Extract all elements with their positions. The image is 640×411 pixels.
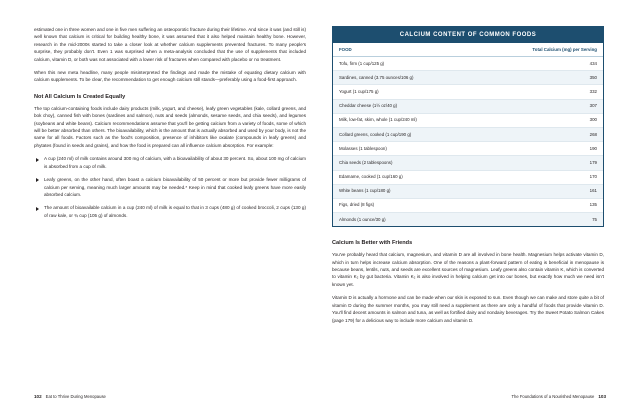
cell-food: Tofu, firm (1 cup/125 g) xyxy=(333,57,479,71)
cell-calcium: 161 xyxy=(479,184,603,198)
table-row xyxy=(333,57,603,71)
triangle-bullet-icon xyxy=(36,207,39,211)
cell-calcium: 75 xyxy=(479,213,603,227)
page-number-right: 103 xyxy=(598,394,606,399)
cell-food: Almonds (1 ounce/30 g) xyxy=(333,213,479,227)
cell-food: Sardines, canned (3.75 ounces/106 g) xyxy=(333,71,479,85)
cell-calcium: 190 xyxy=(479,142,603,156)
triangle-bullet-icon xyxy=(36,158,39,162)
cell-food: Cheddar cheese (1½ oz/40 g) xyxy=(333,99,479,113)
table-row xyxy=(333,213,603,227)
cell-food: Collard greens, cooked (1 cup/190 g) xyxy=(333,127,479,141)
running-head-left: Eat to Thrive During Menopause xyxy=(45,394,106,399)
table-row xyxy=(333,85,603,99)
bullet-list xyxy=(34,155,306,219)
cell-food: Chia seeds (2 tablespoons) xyxy=(333,156,479,170)
cell-calcium: 307 xyxy=(479,99,603,113)
cell-calcium: 135 xyxy=(479,198,603,212)
table-row xyxy=(333,156,603,170)
list-item-text: Leafy greens, on the other hand, often boast a calcium bioavailability of 50 percent or more but provide fewer milligrams of calcium per serving, meaning much larger amounts may be needed.* Keep in mind that cooked leafy greens have more easily absorbed calcium. xyxy=(44,177,306,197)
table-body xyxy=(333,57,603,227)
list-item-text: A cup (240 ml) of milk contains around 300 mg of calcium, with a bioavailability of about 30 percent. So, about 100 mg of calcium is absorbed from a cup of milk. xyxy=(44,156,306,169)
page-footer xyxy=(34,389,606,399)
column-header-calcium: Total Calcium (mg) per Serving xyxy=(479,43,603,57)
cell-calcium: 350 xyxy=(479,71,603,85)
paragraph-misinterpretation: When this new meta headline, many people misinterpreted the findings and made the mistake of equating dietary calcium with calcium supplements. To be clear, the recommendation to get enough calcium still stands—preferably using a food-first approach. xyxy=(34,70,306,83)
running-head-right: The Foundations of a Nourished Menopause xyxy=(511,394,595,399)
table-row xyxy=(333,127,603,141)
table xyxy=(333,43,603,226)
paragraph-intro: estimated one in three women and one in five men suffering an osteoporotic fracture during their lifetime. And since it was (and still is) well known that calcium is critical for building healthy bone, it was assumed that it also helped maintain healthy bone. However, research in the mid-2000s started to take a closer look at whether calcium supplements prevented fractures. To many people's surprise, they probably don't. Even 1 was surprised when a meta-analysis concluded that the use of supplements that included calcium, vitamin D, or both was not associated with a lower risk of fractures when compared with placebo or no treatment. xyxy=(34,27,306,62)
table-title: CALCIUM CONTENT OF COMMON FOODS xyxy=(333,27,603,43)
table-row xyxy=(333,99,603,113)
list-item xyxy=(34,155,306,170)
cell-food: Yogurt (1 cup/175 g) xyxy=(333,85,479,99)
table-row xyxy=(333,198,603,212)
paragraph-magnesium-vitd: You've probably heard that calcium, magnesium, and vitamin D are all involved in bone health. Magnesium helps activate vitamin D, which in turn helps increase calcium absorption. One of the reasons a plant-forward pattern of eating is beneficial in menopause is because beans, lentils, nuts, and seeds are excellent sources of magnesium. Leafy greens also contain vitamin K, which is converted to vitamin K₂ by gut bacteria. Vitamin K₂ is also involved in helping calcium get into our bones, but exactly how much we need isn't known yet. xyxy=(332,252,604,287)
table-header-row xyxy=(333,43,603,57)
right-folio xyxy=(511,394,606,399)
right-page-column xyxy=(332,26,604,374)
cell-food: Edamame, cooked (1 cup/160 g) xyxy=(333,170,479,184)
cell-calcium: 434 xyxy=(479,57,603,71)
cell-calcium: 268 xyxy=(479,127,603,141)
cell-calcium: 170 xyxy=(479,170,603,184)
cell-food: Figs, dried (8 figs) xyxy=(333,198,479,212)
list-item xyxy=(34,176,306,198)
column-header-food: FOOD xyxy=(333,43,479,57)
table-row xyxy=(333,142,603,156)
left-folio xyxy=(34,394,106,399)
paragraph-calcium-foods: The top calcium-containing foods include dairy products (milk, yogurt, and cheese), leafy green vegetables (kale, collard greens, and bok choy), canned fish with bones (sardines and salmon), nuts and seeds (almonds, sesame seeds, and chia seeds), and legumes (soybeans and white beans). Calcium recommendations assume that you'll be getting calcium from a variety of foods, some of which will be better absorbed than others. The bioavailability, which is the amount that is actually absorbed and used by your body, is not the same for all foods. Factors such as the food's composition, presence of inhibitors like oxalate (compounds in leafy greens) and phytates (found in seeds and grains), and how the food is prepared can all influence calcium absorption. For example: xyxy=(34,105,306,148)
heading-calcium-friends: Calcium Is Better with Friends xyxy=(332,240,413,247)
cell-calcium: 332 xyxy=(479,85,603,99)
calcium-content-table xyxy=(332,26,604,227)
heading-not-all-calcium: Not All Calcium Is Created Equally xyxy=(34,93,126,100)
cell-food: White beans (1 cup/180 g) xyxy=(333,184,479,198)
two-page-spread xyxy=(34,26,606,374)
table-row xyxy=(333,170,603,184)
cell-calcium: 179 xyxy=(479,156,603,170)
table-row xyxy=(333,71,603,85)
list-item xyxy=(34,204,306,219)
cell-food: Milk, low-fat, skim, whole (1 cup/240 ml) xyxy=(333,113,479,127)
cell-calcium: 300 xyxy=(479,113,603,127)
left-page-column xyxy=(34,26,306,374)
paragraph-vitamin-d: Vitamin D is actually a hormone and can be made when our skin is exposed to sun. Even though we can make and store quite a bit of vitamin D during the summer months, you may still need a supplement as there are only a handful of foods that provide vitamin D. You'll find decent amounts in salmon and tuna, as well as fortified dairy and nondairy beverages. Try the Sweet Potato Salmon Cakes (page 179) for a delicious way to include more calcium and vitamin D. xyxy=(332,295,604,323)
triangle-bullet-icon xyxy=(36,178,39,182)
table-row xyxy=(333,113,603,127)
table-row xyxy=(333,184,603,198)
page-number-left: 102 xyxy=(34,394,42,399)
list-item-text: The amount of bioavailable calcium in a cup (240 ml) of milk is equal to that in 3 cups (480 g) of cooked broccoli, 2 cups (130 g) of raw kale, or ¾ cup (105 g) of almonds. xyxy=(44,205,306,218)
cell-food: Molasses (1 tablespoon) xyxy=(333,142,479,156)
